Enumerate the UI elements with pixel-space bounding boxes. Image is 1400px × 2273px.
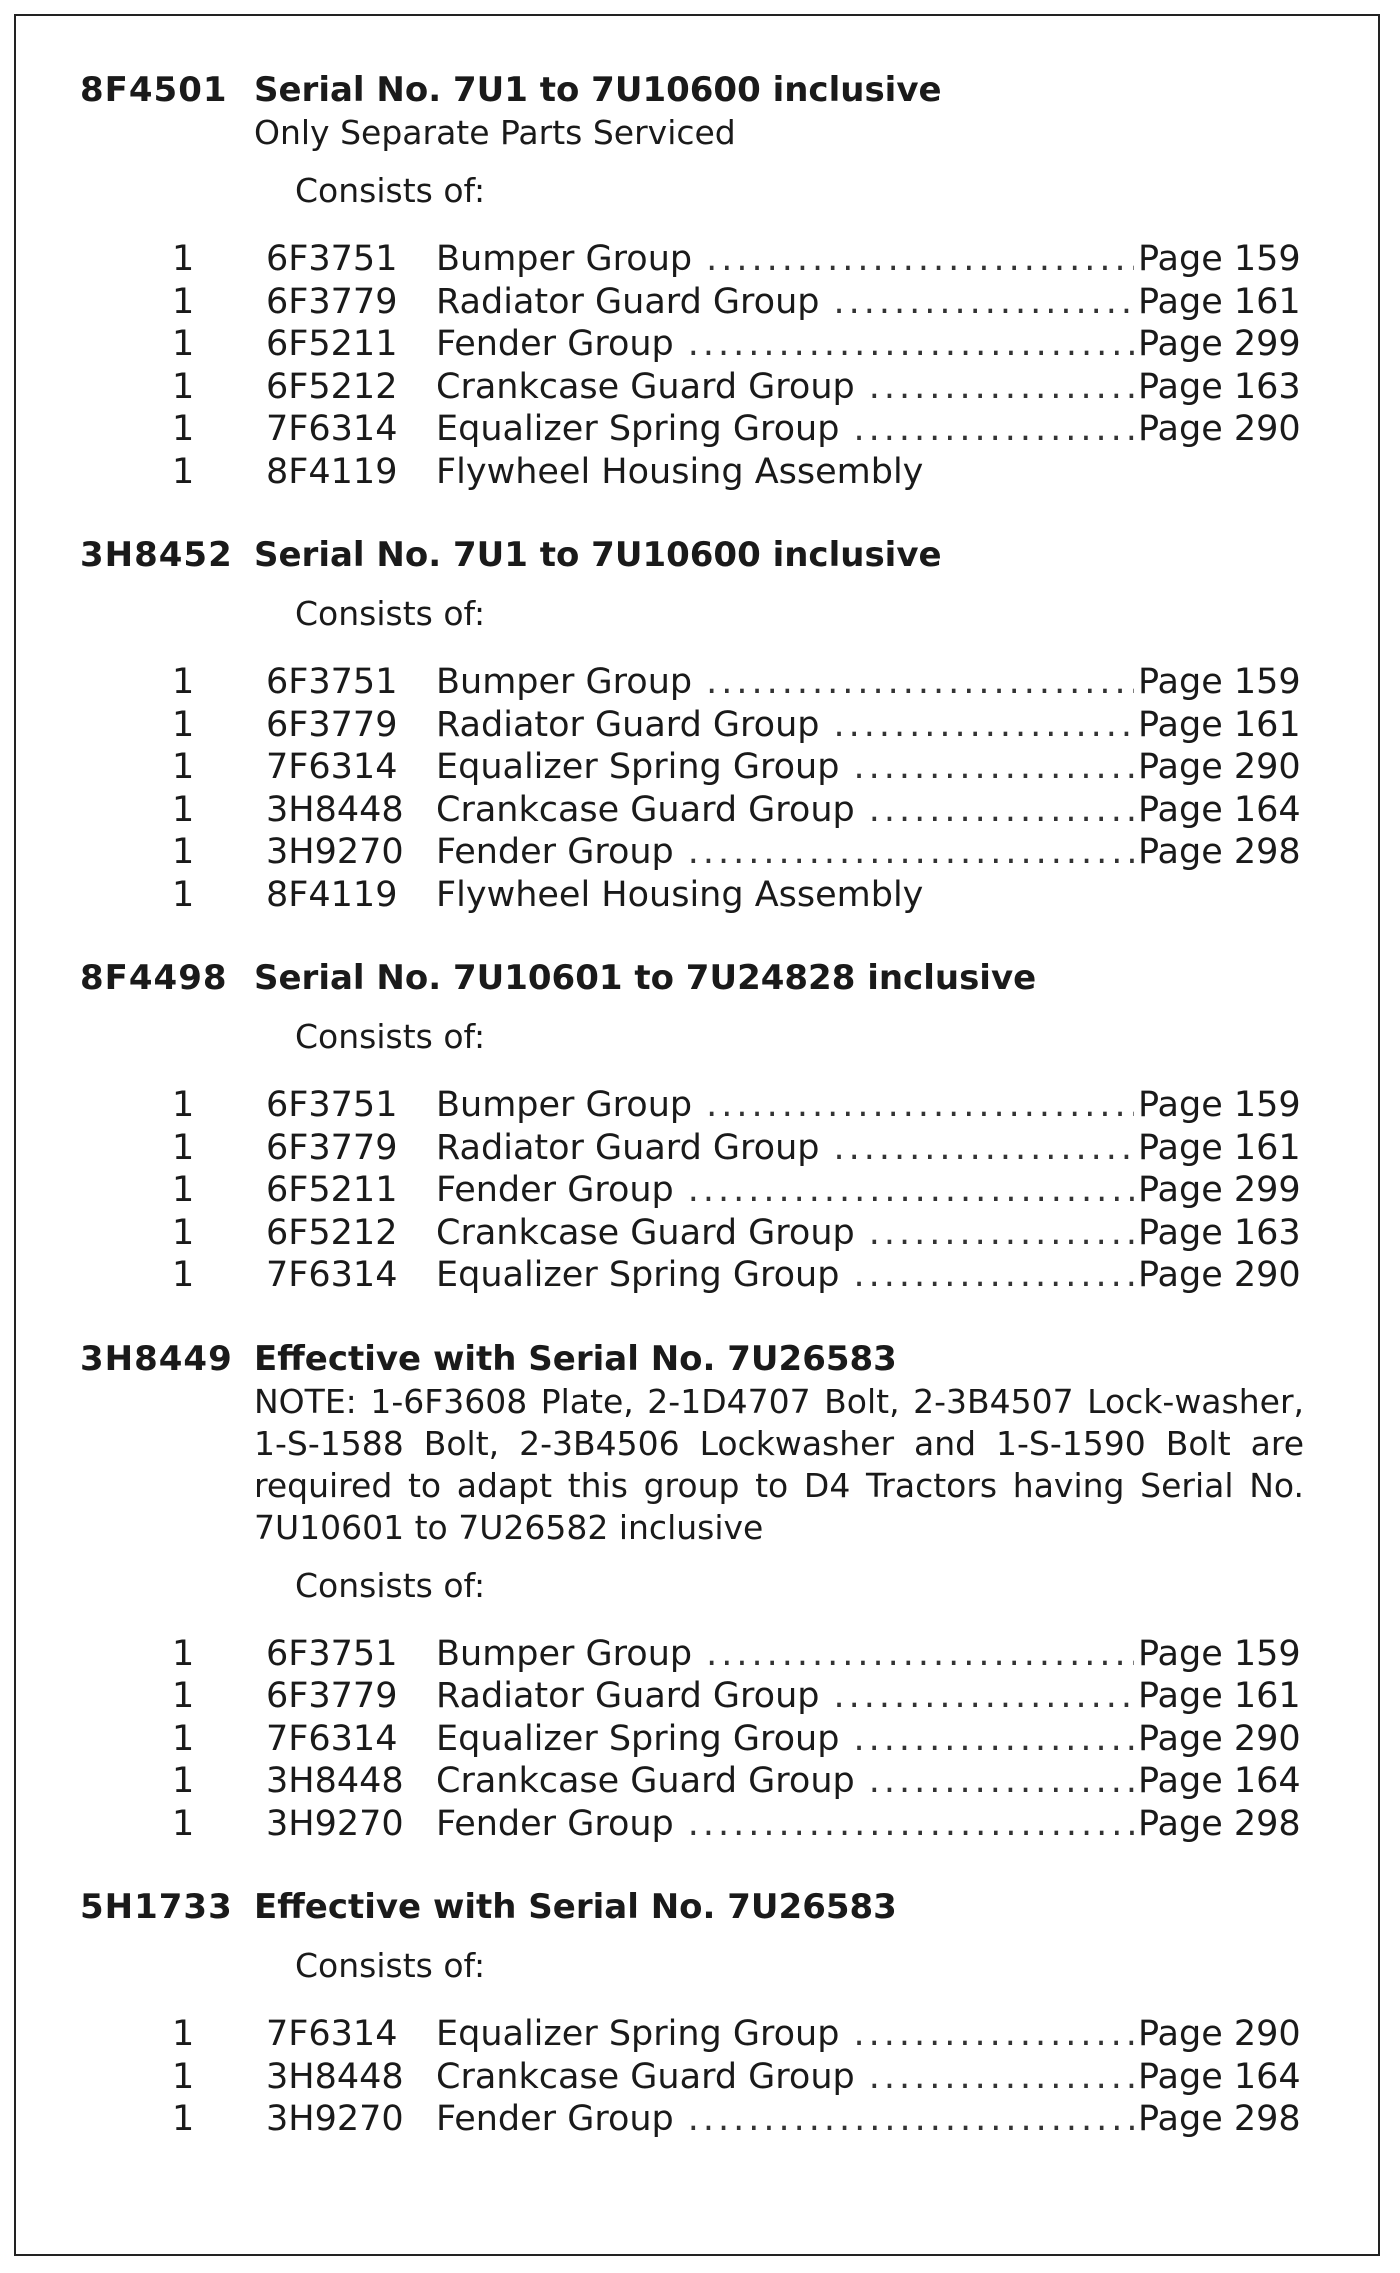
part-qty: 1: [172, 1170, 195, 1210]
page-reference: Page 290: [1138, 747, 1301, 787]
part-number: 3H8448: [266, 2056, 404, 2097]
group-title: Effective with Serial No. 7U26583: [254, 1887, 897, 1927]
part-qty: 1: [172, 1085, 195, 1125]
consists-label: Consists of:: [295, 171, 486, 210]
leader-dots: [869, 1760, 1134, 1803]
part-row: [80, 874, 1304, 917]
part-row: [80, 366, 1304, 409]
part-qty: 1: [172, 451, 195, 492]
part-row: [80, 1254, 1304, 1297]
page-reference: Page 290: [1138, 2014, 1301, 2054]
part-description: Crankcase Guard Group: [436, 366, 855, 407]
leader-dots: [853, 408, 1134, 451]
page-reference: Page 161: [1138, 1127, 1301, 1168]
part-number: 6F5212: [266, 366, 398, 407]
consists-label: Consists of:: [295, 1017, 486, 1056]
part-qty: 1: [172, 2099, 195, 2139]
leader-dots: [853, 1718, 1134, 1761]
part-row: [80, 831, 1304, 874]
leader-dots: [869, 1212, 1134, 1255]
part-description: Radiator Guard Group: [436, 1676, 820, 1716]
part-qty: 1: [172, 409, 195, 449]
part-description: Equalizer Spring Group: [436, 1718, 840, 1759]
part-description: Radiator Guard Group: [436, 704, 820, 745]
group-header: [80, 956, 1304, 1000]
part-number: 6F3751: [266, 662, 398, 702]
group-section: [80, 1885, 1304, 2141]
page-reference: Page 298: [1138, 1803, 1301, 1844]
leader-dots: [706, 1084, 1134, 1127]
leader-dots: [833, 1127, 1134, 1170]
page-reference: Page 290: [1138, 1255, 1301, 1295]
part-row: [80, 323, 1304, 366]
group-header: [80, 1337, 1304, 1381]
page-reference: Page 159: [1138, 1085, 1301, 1125]
part-qty: 1: [172, 1676, 195, 1716]
group-code: 5H1733: [80, 1887, 233, 1927]
parts-catalog: [80, 68, 1304, 2181]
group-subtitle: Only Separate Parts Serviced: [254, 113, 736, 152]
part-qty: 1: [172, 1761, 195, 1801]
part-description: Radiator Guard Group: [436, 1127, 820, 1168]
leader-dots: [688, 1803, 1134, 1846]
part-row: [80, 789, 1304, 832]
part-qty: 1: [172, 747, 195, 787]
page-reference: Page 161: [1138, 1676, 1301, 1716]
group-code: 8F4501: [80, 70, 228, 110]
group-code: 3H8452: [80, 535, 233, 575]
part-qty: 1: [172, 1255, 195, 1295]
leader-dots: [688, 831, 1134, 874]
part-number: 7F6314: [266, 1718, 398, 1759]
part-number: 3H8448: [266, 789, 404, 830]
part-number: 3H8448: [266, 1761, 404, 1801]
part-qty: 1: [172, 324, 195, 364]
part-number: 6F5211: [266, 324, 398, 364]
leader-dots: [853, 1254, 1134, 1297]
part-row: [80, 1675, 1304, 1718]
leader-dots: [869, 366, 1134, 409]
group-title: Serial No. 7U1 to 7U10600 inclusive: [254, 70, 942, 110]
part-row: [80, 281, 1304, 324]
part-row: [80, 1803, 1304, 1846]
group-title: Serial No. 7U10601 to 7U24828 inclusive: [254, 958, 1037, 998]
part-row: [80, 1718, 1304, 1761]
leader-dots: [688, 2098, 1134, 2141]
group-header: [80, 1885, 1304, 1929]
part-number: 6F5212: [266, 1212, 398, 1253]
part-row: [80, 408, 1304, 451]
part-description: Fender Group: [436, 2099, 674, 2139]
page-reference: Page 163: [1138, 1212, 1301, 1253]
part-number: 7F6314: [266, 1255, 398, 1295]
part-row: [80, 451, 1304, 494]
part-number: 7F6314: [266, 409, 398, 449]
part-qty: 1: [172, 704, 195, 745]
part-description: Fender Group: [436, 1170, 674, 1210]
group-note: NOTE: 1-6F3608 Plate, 2-1D4707 Bolt, 2-3B4507 Lock-washer, 1-S-1588 Bolt, 2-3B4506 Lockwasher and 1-S-1590 Bolt are required to adapt this group to D4 Tractors having Serial No. 7U10601 to 7U26582 inclusive: [254, 1381, 1304, 1547]
page-reference: Page 299: [1138, 1170, 1301, 1210]
leader-dots: [833, 1675, 1134, 1718]
part-row: [80, 1084, 1304, 1127]
leader-dots: [833, 704, 1134, 747]
page-reference: Page 299: [1138, 324, 1301, 364]
page-reference: Page 161: [1138, 281, 1301, 322]
part-number: 6F3779: [266, 704, 398, 745]
part-row: [80, 746, 1304, 789]
part-qty: 1: [172, 2056, 195, 2097]
part-description: Fender Group: [436, 1803, 674, 1844]
part-qty: 1: [172, 239, 195, 279]
part-description: Flywheel Housing Assembly: [436, 451, 924, 492]
part-number: 3H9270: [266, 832, 404, 872]
part-row: [80, 2098, 1304, 2141]
part-number: 6F3751: [266, 239, 398, 279]
part-qty: 1: [172, 874, 195, 915]
part-qty: 1: [172, 1803, 195, 1844]
part-number: 8F4119: [266, 451, 398, 492]
part-qty: 1: [172, 1127, 195, 1168]
part-number: 6F3779: [266, 281, 398, 322]
part-number: 7F6314: [266, 2014, 398, 2054]
part-number: 6F3751: [266, 1633, 398, 1674]
part-description: Crankcase Guard Group: [436, 2056, 855, 2097]
part-number: 6F3779: [266, 1127, 398, 1168]
page-reference: Page 164: [1138, 1761, 1301, 1801]
part-description: Fender Group: [436, 832, 674, 872]
group-title: Serial No. 7U1 to 7U10600 inclusive: [254, 535, 942, 575]
part-description: Bumper Group: [436, 239, 693, 279]
consists-label: Consists of:: [295, 1946, 486, 1985]
part-number: 3H9270: [266, 1803, 404, 1844]
part-row: [80, 1760, 1304, 1803]
part-qty: 1: [172, 1212, 195, 1253]
part-description: Crankcase Guard Group: [436, 789, 855, 830]
part-description: Crankcase Guard Group: [436, 1212, 855, 1253]
part-number: 6F3779: [266, 1676, 398, 1716]
leader-dots: [869, 789, 1134, 832]
part-description: Equalizer Spring Group: [436, 747, 840, 787]
page-reference: Page 298: [1138, 2099, 1301, 2139]
leader-dots: [853, 2013, 1134, 2056]
leader-dots: [688, 323, 1134, 366]
part-row: [80, 704, 1304, 747]
group-header: [80, 533, 1304, 577]
leader-dots: [706, 238, 1134, 281]
part-description: Bumper Group: [436, 1085, 693, 1125]
part-number: 3H9270: [266, 2099, 404, 2139]
part-description: Equalizer Spring Group: [436, 2014, 840, 2054]
part-number: 6F3751: [266, 1085, 398, 1125]
leader-dots: [706, 661, 1134, 704]
page-reference: Page 159: [1138, 239, 1301, 279]
group-header: [80, 68, 1304, 112]
part-description: Fender Group: [436, 324, 674, 364]
leader-dots: [706, 1633, 1134, 1676]
page-reference: Page 290: [1138, 409, 1301, 449]
leader-dots: [853, 746, 1134, 789]
part-row: [80, 1633, 1304, 1676]
part-description: Bumper Group: [436, 662, 693, 702]
consists-label: Consists of:: [295, 594, 486, 633]
part-description: Equalizer Spring Group: [436, 1255, 840, 1295]
part-number: 6F5211: [266, 1170, 398, 1210]
part-row: [80, 2056, 1304, 2099]
group-section: [80, 956, 1304, 1297]
part-qty: 1: [172, 1718, 195, 1759]
part-description: Equalizer Spring Group: [436, 409, 840, 449]
part-qty: 1: [172, 832, 195, 872]
page-reference: Page 159: [1138, 662, 1301, 702]
group-code: 3H8449: [80, 1338, 233, 1379]
group-section: [80, 68, 1304, 493]
part-qty: 1: [172, 366, 195, 407]
group-section: [80, 533, 1304, 916]
part-number: 8F4119: [266, 874, 398, 915]
part-description: Flywheel Housing Assembly: [436, 874, 924, 915]
leader-dots: [688, 1169, 1134, 1212]
part-row: [80, 2013, 1304, 2056]
page-reference: Page 164: [1138, 2056, 1301, 2097]
leader-dots: [869, 2056, 1134, 2099]
part-qty: 1: [172, 1633, 195, 1674]
page-reference: Page 161: [1138, 704, 1301, 745]
part-number: 7F6314: [266, 747, 398, 787]
group-section: [80, 1337, 1304, 1846]
part-row: [80, 1212, 1304, 1255]
page-reference: Page 290: [1138, 1718, 1301, 1759]
page-reference: Page 159: [1138, 1633, 1301, 1674]
part-qty: 1: [172, 662, 195, 702]
part-qty: 1: [172, 281, 195, 322]
part-description: Radiator Guard Group: [436, 281, 820, 322]
part-row: [80, 238, 1304, 281]
part-row: [80, 1169, 1304, 1212]
page-reference: Page 163: [1138, 366, 1301, 407]
group-title: Effective with Serial No. 7U26583: [254, 1338, 897, 1379]
part-row: [80, 1127, 1304, 1170]
part-qty: 1: [172, 789, 195, 830]
part-qty: 1: [172, 2014, 195, 2054]
consists-label: Consists of:: [295, 1565, 486, 1605]
part-description: Crankcase Guard Group: [436, 1761, 855, 1801]
page-reference: Page 164: [1138, 789, 1301, 830]
page-reference: Page 298: [1138, 832, 1301, 872]
group-code: 8F4498: [80, 958, 228, 998]
leader-dots: [833, 281, 1134, 324]
part-row: [80, 661, 1304, 704]
part-description: Bumper Group: [436, 1633, 693, 1674]
